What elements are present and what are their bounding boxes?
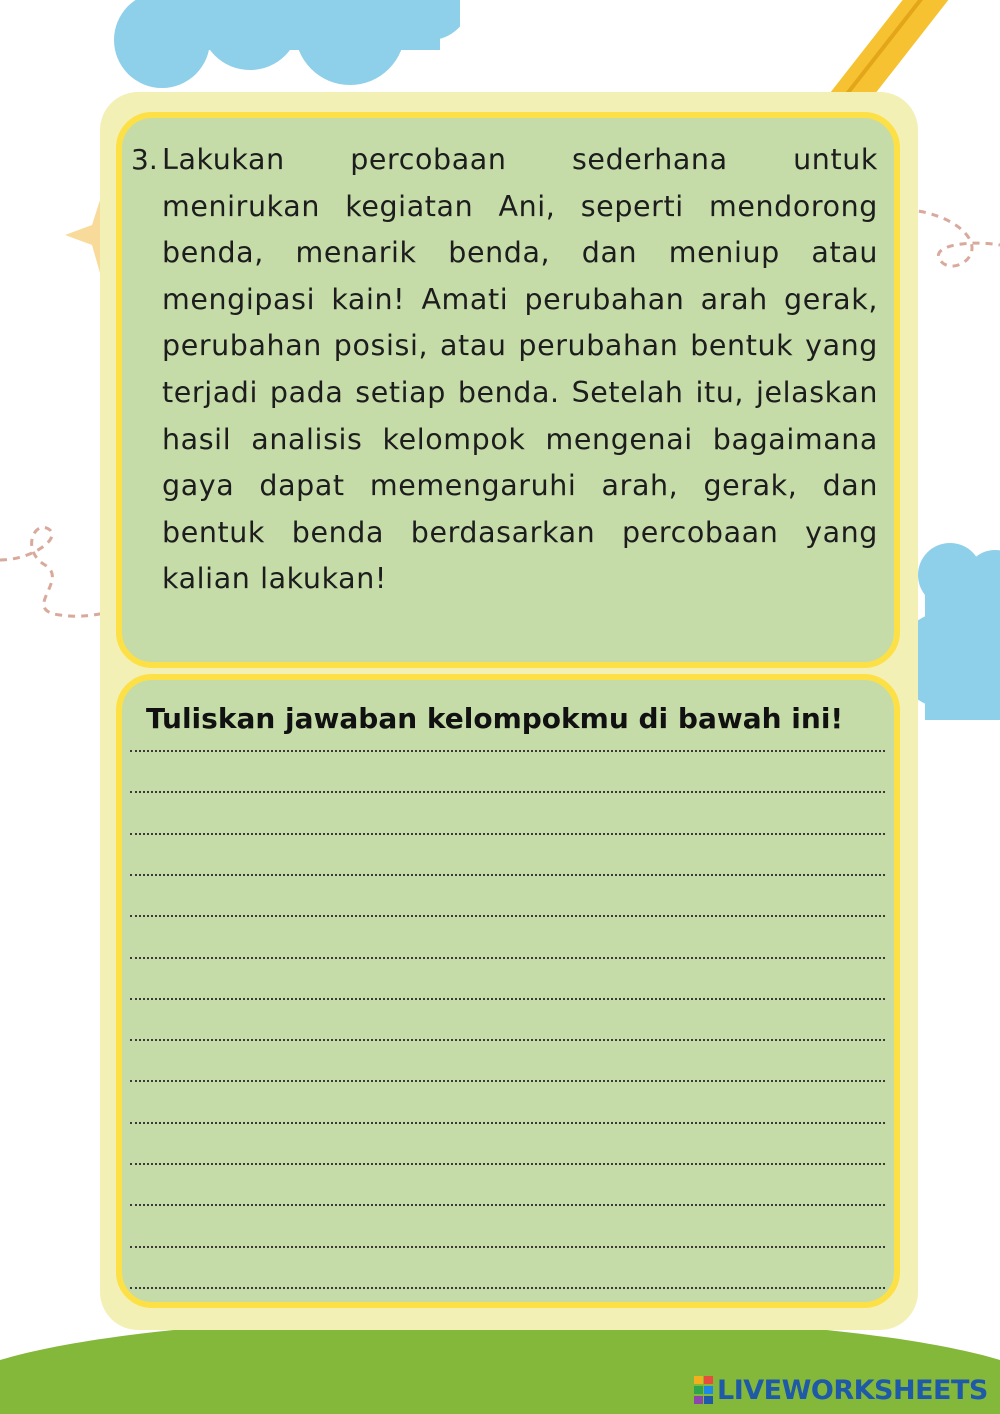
answer-line[interactable]: [130, 1163, 885, 1165]
answer-panel: [116, 674, 900, 1308]
question-number: 3.: [131, 143, 158, 176]
answer-line[interactable]: [130, 1204, 885, 1206]
watermark-text: LIVEWORKSHEETS: [717, 1374, 988, 1406]
cloud-decoration: [905, 540, 1000, 720]
question-text: Lakukan percobaan sederhana untuk menirukan kegiatan Ani, seperti mendorong benda, menarik benda, dan meniup atau mengipasi kain! Amati perubahan arah gerak, perubahan posisi, atau perubahan bentuk yang terjadi pada setiap benda. Setelah itu, jelaskan hasil analisis kelompok mengenai bagaimana gaya dapat memengaruhi arah, gerak, dan bentuk benda berdasarkan percobaan yang kalian lakukan!: [162, 143, 878, 596]
answer-line[interactable]: [130, 915, 885, 917]
answer-line[interactable]: [130, 1122, 885, 1124]
answer-line[interactable]: [130, 1039, 885, 1041]
answer-title: Tuliskan jawaban kelompokmu di bawah ini!: [146, 702, 844, 735]
answer-line[interactable]: [130, 957, 885, 959]
dashed-swirl-decoration: [0, 520, 110, 630]
answer-line[interactable]: [130, 750, 885, 752]
answer-line[interactable]: [130, 998, 885, 1000]
answer-line[interactable]: [130, 791, 885, 793]
answer-line[interactable]: [130, 833, 885, 835]
answer-line[interactable]: [130, 1287, 885, 1289]
answer-line[interactable]: [130, 1246, 885, 1248]
cloud-decoration: [100, 0, 460, 95]
answer-line[interactable]: [130, 874, 885, 876]
answer-line[interactable]: [130, 1080, 885, 1082]
liveworksheets-logo-icon: [694, 1376, 714, 1404]
watermark: [694, 1373, 988, 1407]
